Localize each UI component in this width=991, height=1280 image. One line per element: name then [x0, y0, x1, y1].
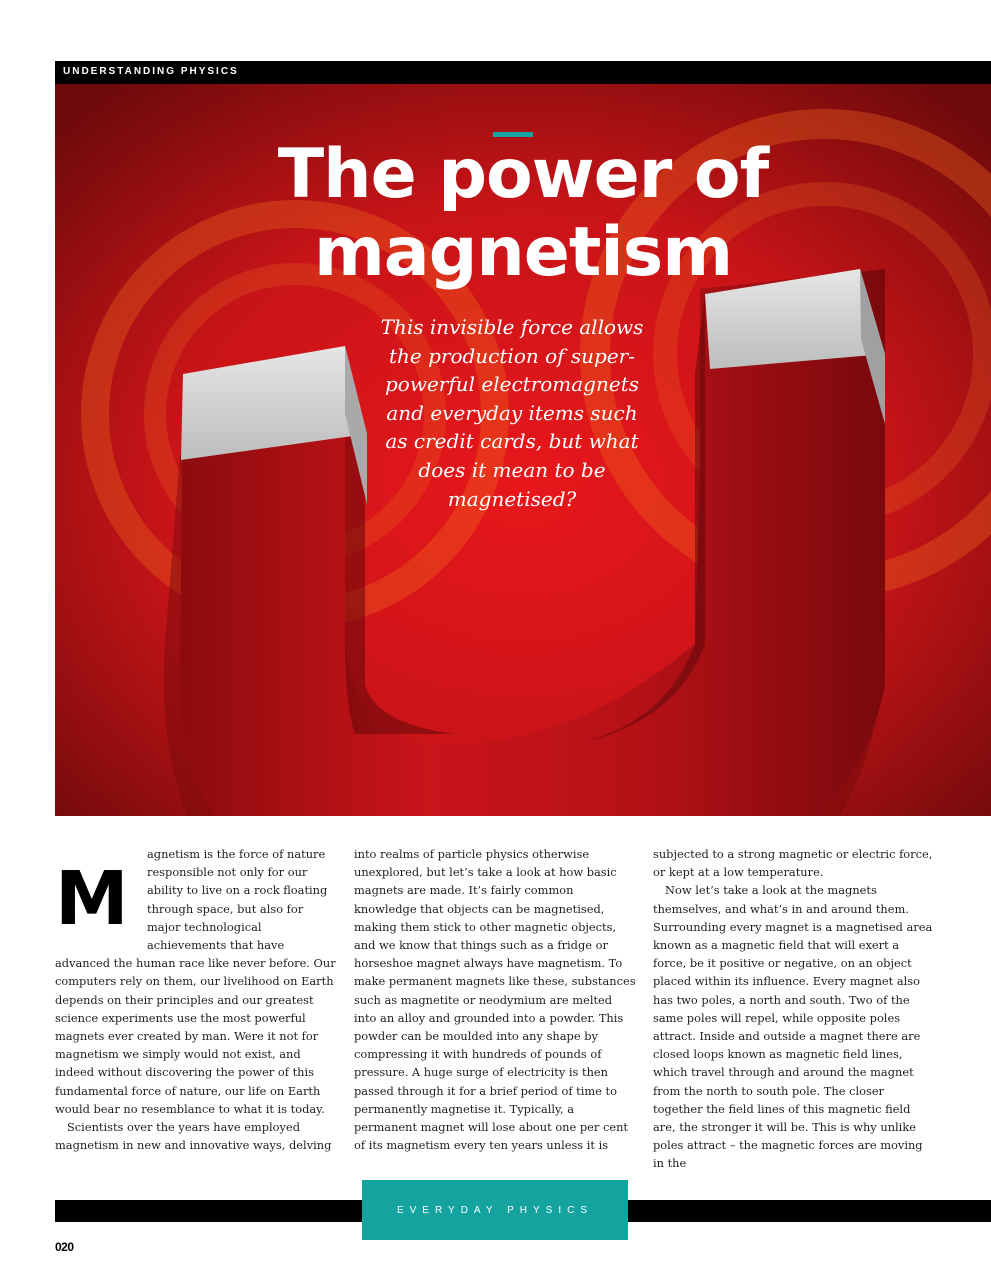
body-column-2	[354, 845, 636, 1154]
section-header-bar	[55, 61, 991, 84]
paragraph: Now let’s take a look at the magnets themselves, and what’s in and around them. Surrounding every magnet is a magnetised area known as a magnetic field that will exert a force, be it positive or negative, on an object placed within its influence. Every magnet also has two poles, a north and south. Two of the same poles will repel, while opposite poles attract. Inside and outside a magnet there are closed loops known as magnetic field lines, which travel through and around the magnet from the north to south pole. The closer together the field lines of this magnetic field are, the stronger it will be. This is why unlike poles attract – the magnetic forces are moving in the	[653, 883, 933, 1171]
drop-cap: M	[55, 856, 129, 942]
paragraph: Scientists over the years have employed magnetism in new and innovative ways, delving	[55, 1120, 332, 1153]
title-line-1: The power of	[277, 135, 769, 214]
paragraph-text: agnetism is the force of nature responsible not only for our ability to live on a rock floating through space, but also for major technological achievements that have advanced the human race like never before. Our computers rely on them, our livelihood on Earth depends on their principles and our greatest science experiments use the most powerful magnets ever created by man. Were it not for magnetism we simply would not exist, and indeed without discovering the power of this fundamental force of nature, our life on Earth would bear no resemblance to what it is today.	[55, 847, 336, 1116]
article-standfirst: This invisible force allows the production of super-powerful electromagnets and everyday items such as credit cards, but what does it mean to be magnetised?	[380, 315, 644, 511]
article-title	[55, 136, 991, 292]
paragraph	[55, 845, 337, 1118]
paragraph: into realms of particle physics otherwise unexplored, but let’s take a look at how basic magnets are made. It’s fairly common knowledge that objects can be magnetised, making them stick to other magnetic objects, and we know that things such as a fridge or horseshoe magnet always have magnetism. To make permanent magnets like these, substances such as magnetite or neodymium are melted into an alloy and grounded into a powder. This powder can be moulded into any shape by compressing it with hundreds of pounds of pressure. A huge surge of electricity is then passed through it for a brief period of time to permanently magnetise it. Typically, a permanent magnet will lose about one per cent of its magnetism every ten years unless it is	[354, 847, 636, 1153]
footer-section-tab	[362, 1180, 628, 1240]
body-column-3	[653, 845, 935, 1173]
paragraph: subjected to a strong magnetic or electric force, or kept at a low temperature.	[653, 847, 933, 880]
title-line-2: magnetism	[313, 213, 733, 292]
article-body	[55, 845, 935, 1171]
section-label: UNDERSTANDING PHYSICS	[63, 66, 239, 77]
body-column-1	[55, 845, 337, 1154]
footer-tab-label: EVERYDAY PHYSICS	[396, 1204, 594, 1216]
page-number: 020	[55, 1240, 74, 1254]
hero-image	[55, 84, 991, 816]
